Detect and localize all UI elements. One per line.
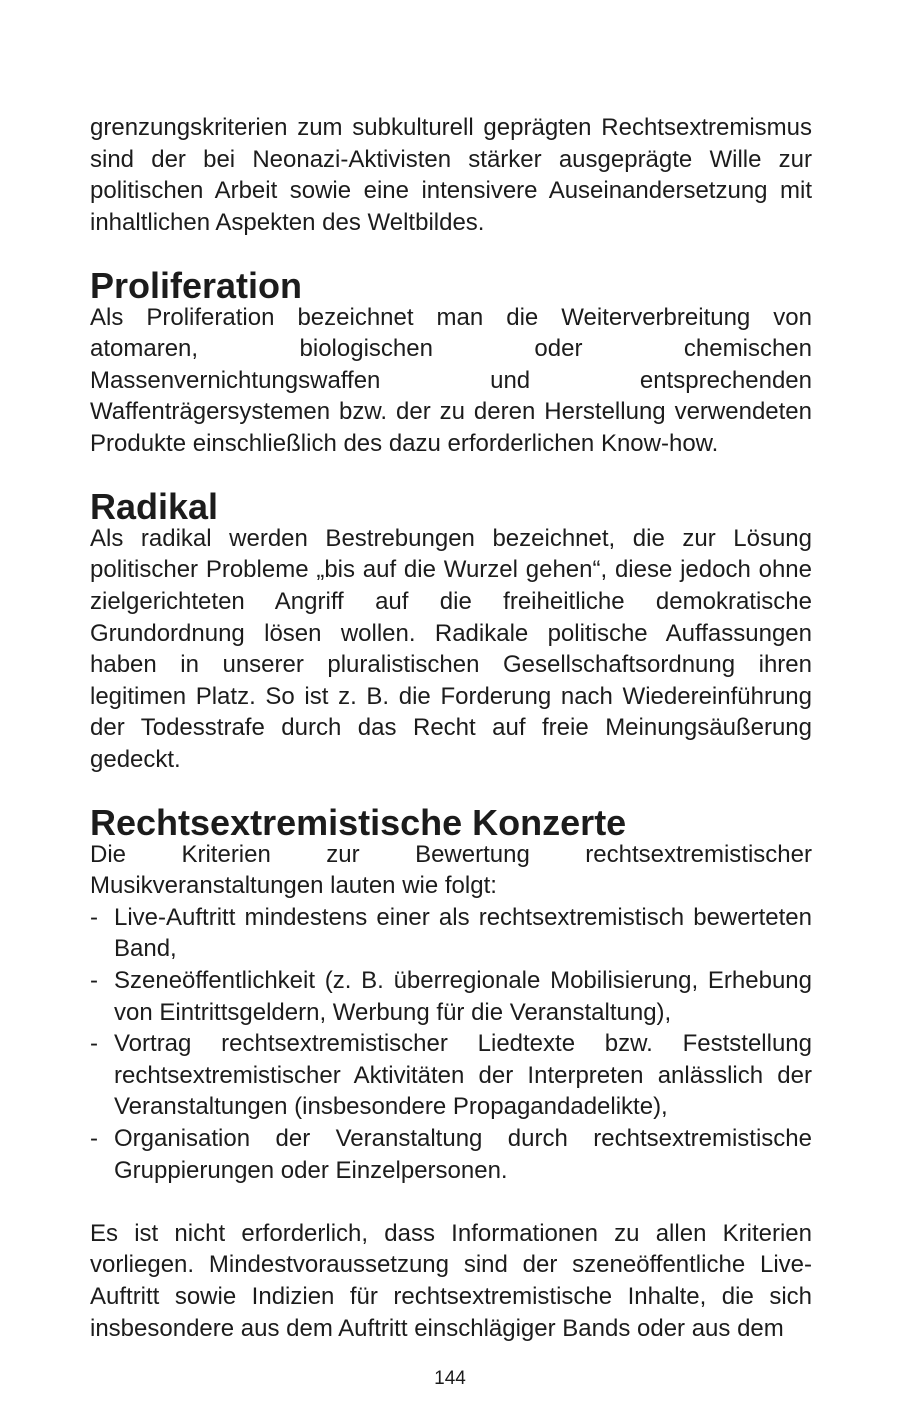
criteria-list — [90, 902, 812, 1186]
intro-paragraph: grenzungskriterien zum subkulturell geprägten Rechtsextremismus sind der bei Neonazi-Aktivisten stärker ausgeprägte Wille zur politischen Arbeit sowie eine intensivere Auseinandersetzung mit inhaltlichen Aspekten des Weltbildes. — [90, 114, 812, 236]
konzerte-closing-paragraph: Es ist nicht erforderlich, dass Informationen zu allen Kriterien vorliegen. Mindestvoraussetzung sind der szeneöffentliche Live-Auftritt sowie Indizien für rechtsextremistische Inhalte, die sich insbesondere aus dem Auftritt einschlägiger Bands oder aus dem — [90, 1219, 812, 1342]
list-item: - Organisation der Veranstaltung durch rechtsextremistische Gruppierungen oder Einzelpersonen. — [90, 1123, 812, 1186]
konzerte-intro-paragraph: Die Kriterien zur Bewertung rechtsextremistischer Musikveranstaltungen lauten wie folgt: — [90, 840, 812, 900]
heading-radikal: Radikal — [90, 486, 219, 528]
radikal-paragraph: Als radikal werden Bestrebungen bezeichnet, die zur Lösung politischer Probleme „bis auf die Wurzel gehen“, diese jedoch ohne zielgerichteten Angriff auf die freiheitliche demokratische Grundordnung lösen wollen. Radikale politische Auffassungen haben in unserer pluralistischen Gesellschaftsordnung ihren legitimen Platz. So ist z. B. die Forderung nach Wiedereinführung der Todesstrafe durch das Recht auf freie Meinungsäußerung gedeckt. — [90, 524, 812, 773]
heading-proliferation: Proliferation — [90, 264, 303, 306]
page-body — [90, 112, 812, 1344]
list-item: - Szeneöffentlichkeit (z. B. überregionale Mobilisierung, Erhebung von Eintrittsgeldern, Werbung für die Veranstaltung), — [90, 965, 812, 1028]
proliferation-paragraph: Als Proliferation bezeichnet man die Weiterverbreitung von atomaren, biologischen oder chemischen Massenvernichtungswaffen und entsprechenden Waffenträgersystemen bzw. der zu deren Herstellung verwendeten Produkte einschließlich des dazu erforderlichen Know-how. — [90, 303, 812, 457]
page-number: 144 — [434, 1368, 466, 1389]
list-item: - Vortrag rechtsextremistischer Liedtexte bzw. Feststellung rechtsextremistischer Aktivitäten der Interpreten anlässlich der Veranstaltungen (insbesondere Propagandadelikte), — [90, 1028, 812, 1123]
spacer — [90, 1186, 812, 1218]
list-item: - Live-Auftritt mindestens einer als rechtsextremistisch bewerteten Band, — [90, 902, 812, 965]
heading-rechtsextremistische-konzerte: Rechtsextremistische Konzerte — [90, 802, 627, 844]
